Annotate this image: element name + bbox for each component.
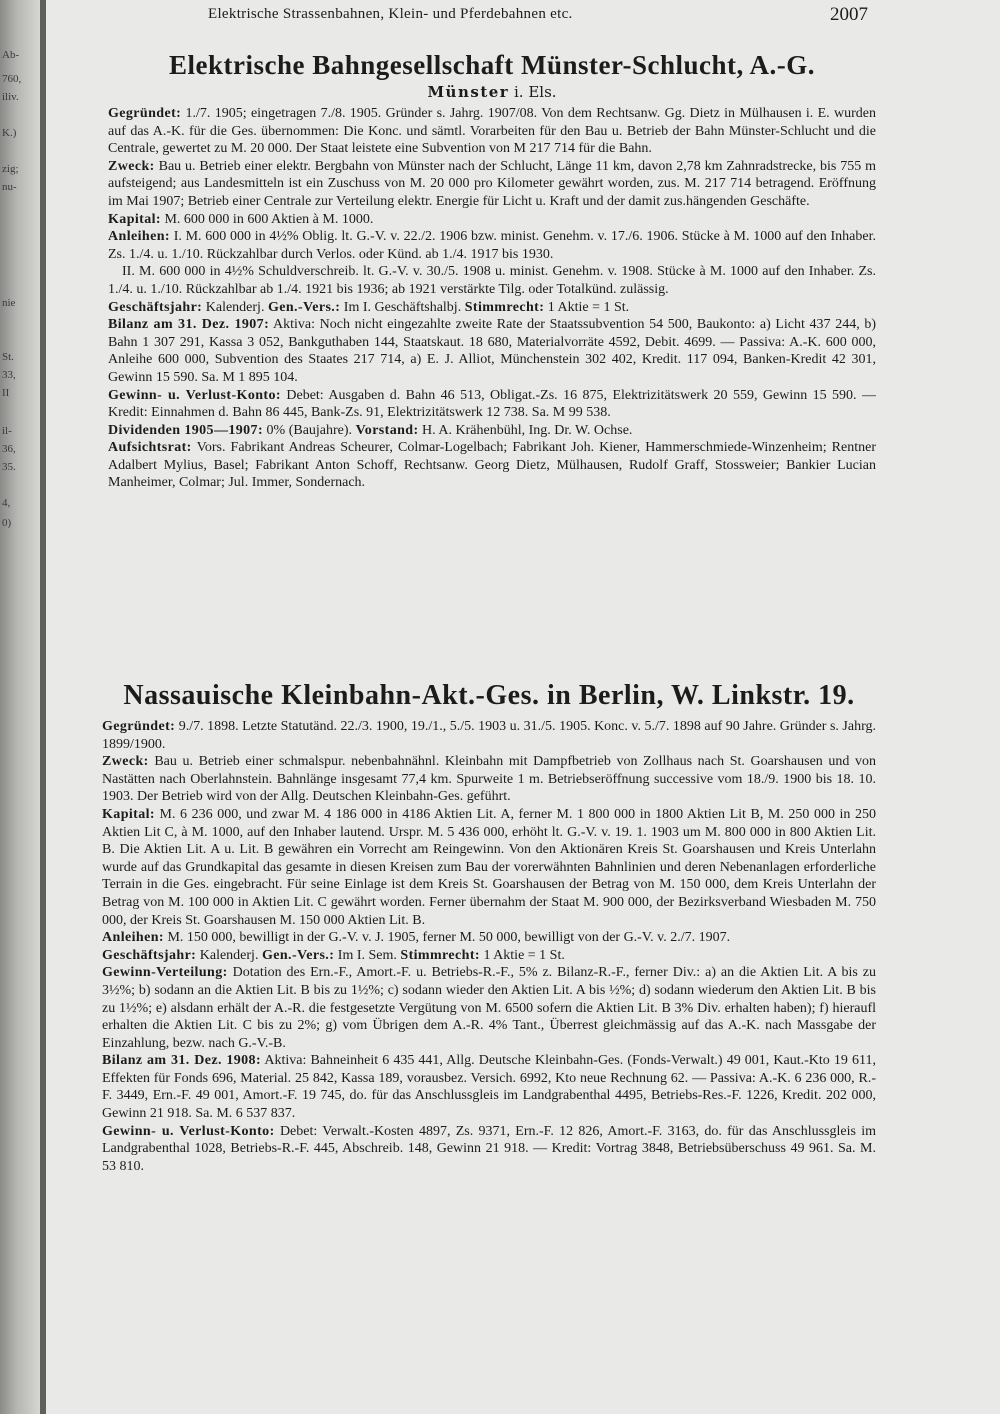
section-text-3: 1 Aktie = 1 St.	[479, 947, 565, 963]
section-label: Kapital:	[102, 806, 155, 822]
section-label: Bilanz am 31. Dez. 1907:	[108, 317, 270, 333]
section-text: Debet: Ausgaben d. Bahn 46 513, Obligat.-Zs. 16 875, Elektrizitätswerk 20 559, Gewinn 15 590. — Kredit: Einnahmen d. Bahn 86 445, Bank-Zs. 91, Elektrizitätswerk 12 738. Sa. M 99 538.	[108, 387, 876, 421]
company-location	[108, 83, 876, 101]
section-label: Gegründet:	[108, 106, 182, 121]
section-anleihen	[108, 228, 876, 263]
margin-fragment: 35.	[2, 461, 16, 473]
section-text: Kalenderj.	[196, 947, 262, 963]
margin-fragment: zig;	[2, 163, 19, 175]
section-text: Bau u. Betrieb einer elektr. Bergbahn von Münster nach der Schlucht, Länge 11 km, davon 2,78 km Zahnradstrecke, bis 755 m aufsteigend; aus Landesmitteln ist ein Zuschuss von M. 20 000 pro Kilometer gewährt worden, zus. M. 217 714 betragend. Eröffnung im Mai 1907; Betrieb einer Centrale zur Verteilung elektr. Energie für Licht u. Kraft und der damit zus.hängenden Geschäfte.	[108, 158, 876, 209]
section-gewinn-verlust	[108, 387, 876, 422]
section-gewinn-verlust	[102, 1123, 876, 1176]
section-text: Aktiva: Noch nicht eingezahlte zweite Rate der Staatssubvention 54 500, Baukonto: a) Licht 437 244, b) Bahn 1 307 291, Kassa 3 052, Bankguthaben 144, Staatskaut. 18 680, Materialvorräte 4592, Debit. 4699. — Passiva: A.-K. 600 000, Anleihe 600 000, Subvention des Staates 217 714, a) E. J. Alliot, Münchenstein 302 402, Kredit. 117 094, Banken-Kredit 42 301, Gewinn 15 590. Sa. M 1 895 104.	[108, 317, 876, 385]
section-label-3: Stimmrecht:	[400, 947, 480, 963]
section-anleihen-2	[108, 263, 876, 298]
section-text: Bau u. Betrieb einer schmalspur. nebenbahnähnl. Kleinbahn mit Dampfbetrieb von Zollhaus nach St. Goarshausen und von Nastätten nach Oberlahnstein. Bahnlänge insgesamt 77,4 km. Spurweite 1 m. Betriebseröffnung successive vom 18./9. 1900 bis 18. 10. 1903. Der Betrieb wird von der Allg. Deutschen Kleinbahn-Ges. geführt.	[102, 754, 876, 805]
section-label: Dividenden 1905—1907:	[108, 422, 264, 438]
section-label: Gewinn- u. Verlust-Konto:	[108, 387, 281, 403]
section-text-2: Im I. Sem.	[334, 947, 401, 963]
section-text: M. 600 000 in 600 Aktien à M. 1000.	[160, 211, 374, 227]
scan-gutter-shadow	[40, 0, 46, 1414]
section-kapital	[108, 211, 876, 229]
running-head	[88, 4, 888, 26]
scan-binding-edge	[0, 0, 42, 1414]
section-zweck	[102, 753, 876, 806]
section-text-2: H. A. Krähenbühl, Ing. Dr. W. Ochse.	[418, 422, 633, 438]
running-title: Elektrische Strassenbahnen, Klein- und Pferdebahnen etc.	[208, 6, 573, 22]
section-gegruendet	[108, 105, 876, 158]
section-label: Zweck:	[102, 754, 149, 770]
company-title: Elektrische Bahngesellschaft Münster-Schlucht, A.-G.	[169, 50, 815, 80]
section-label-2: Gen.-Vers.:	[261, 947, 335, 963]
section-text-3: 1 Aktie = 1 St.	[544, 299, 630, 315]
section-label: Geschäftsjahr:	[108, 299, 203, 315]
section-label: Gewinn- u. Verlust-Konto:	[102, 1123, 275, 1139]
section-aufsichtsrat	[108, 439, 876, 492]
document-page	[88, 0, 888, 1414]
section-zweck	[108, 158, 876, 211]
section-label: Kapital:	[108, 211, 161, 227]
section-text: Kalenderj.	[202, 299, 268, 315]
margin-fragment: 0)	[2, 517, 12, 529]
company-title: Nassauische Kleinbahn-Akt.-Ges. in Berlin, W. Linkstr. 19.	[123, 680, 855, 711]
section-label: Anleihen:	[108, 229, 170, 245]
section-text: M. 150 000, bewilligt in der G.-V. v. J. 1905, ferner M. 50 000, bewilligt von der G.-V. v. 2./7. 1907.	[163, 930, 731, 946]
location-region: i. Els.	[513, 83, 557, 101]
section-text: M. 6 236 000, und zwar M. 4 186 000 in 4186 Aktien Lit. A, ferner M. 1 800 000 in 1800 Aktien Lit B, M. 250 000 in 250 Aktien Lit C, à M. 1000, auf den Inhaber lautend. Urspr. M. 5 436 000, erhöht lt. G.-V. v. 19. 1. 1903 um M. 800 000 in 800 Aktien Lit. B. Die Aktien Lit. A u. Lit. B gewähren ein Vorrecht am Reingewinn. Von den Aktionären Kreis St. Goarshausen und Kreis Unterlahn wurde auf das Grundkapital das gesamte in diesen Kreisen zum Bau der vorerwähnten Bahnlinien und deren Nebenanlagen erforderliche Terrain in die Ges. eingebracht. Für seine Einlage ist dem Kreis St. Goarshausen der Betrag von M. 150 000, dem Kreis Unterlahn der Betrag von M. 100 000 in Aktien Lit. C gewährt worden. Ferner übernahm der Staat M. 900 000, der Bezirksverband Wiesbaden M. 750 000, der Kreis St. Goarshausen M. 150 000 Aktien Lit. B.	[102, 806, 876, 928]
margin-fragment: K.)	[2, 127, 17, 139]
section-text-2: Im I. Geschäftshalbj.	[340, 299, 465, 315]
section-label: Aufsichtsrat:	[108, 440, 192, 456]
margin-fragment: Ab-	[2, 49, 20, 61]
section-label-3: Stimmrecht:	[464, 299, 545, 315]
section-label-2: Vorstand:	[355, 422, 419, 438]
section-text: 1./7. 1905; eingetragen 7./8. 1905. Gründer s. Jahrg. 1907/08. Von dem Rechtsanw. Gg. Dietz in Mülhausen i. E. wurden auf das A.-K. für die Ges. übernommen: Die Konc. und sämtl. Vorarbeiten für den Bau u. Betrieb der Bahn Münster-Schlucht und die Centrale, gewertet zu M. 20 000. Der Staat leistete eine Subvention von M 217 714 für die Bahn.	[108, 106, 876, 157]
section-label: Gegründet:	[102, 719, 176, 734]
margin-fragment: il-	[2, 425, 12, 437]
section-bilanz	[108, 316, 876, 386]
section-label-2: Gen.-Vers.:	[267, 299, 341, 315]
margin-fragment: St.	[2, 351, 14, 363]
section-geschaeftsjahr	[102, 947, 876, 965]
company-entry-nassauische-kleinbahn	[102, 680, 876, 1175]
margin-fragment: II	[2, 387, 10, 399]
margin-fragment: 760,	[2, 73, 22, 85]
margin-fragment: 36,	[2, 443, 16, 455]
margin-fragment: iliv.	[2, 91, 19, 103]
section-text: I. M. 600 000 in 4½% Oblig. lt. G.-V. v. 22./2. 1906 bzw. minist. Genehm. v. 17./6. 1906. Stücke à M. 1000 auf den Inhaber. Zs. 1./4. u. 1./10. Rückzahlbar durch Verlos. oder Künd. ab 1./4. 1917 bis 1930.	[108, 229, 876, 262]
section-anleihen	[102, 929, 876, 947]
section-text: 9./7. 1898. Letzte Statutänd. 22./3. 1900, 19./1., 5./5. 1903 u. 31./5. 1905. Konc. v. 5./7. 1898 auf 90 Jahre. Gründer s. Jahrg. 1899/1900.	[102, 719, 876, 752]
margin-fragment: nie	[2, 297, 16, 309]
section-label: Gewinn-Verteilung:	[102, 965, 228, 981]
section-gewinn-verteilung	[102, 964, 876, 1052]
section-label: Anleihen:	[102, 930, 164, 946]
section-bilanz	[102, 1052, 876, 1122]
page-number: 2007	[830, 4, 868, 25]
margin-fragment: nu-	[2, 181, 17, 193]
section-text: Vors. Fabrikant Andreas Scheurer, Colmar-Logelbach; Fabrikant Joh. Kiener, Hammerschmiede-Winzenheim; Rentner Adalbert Mylius, Basel; Fabrikant Anton Schoff, Rechtsanw. Georg Dietz, Mülhausen, Rudolf Graff, Stossweier; Bankier Lucian Manheimer, Colmar; Jul. Immer, Sondernach.	[108, 440, 876, 491]
section-text: Debet: Verwalt.-Kosten 4897, Zs. 9371, Ern.-F. 12 826, Amort.-F. 3163, do. für das Anschlussgleis im Landgrabenthal 1028, Betriebs-R.-F. 445, Abschreib. 148, Gewinn 21 918. — Kredit: Vortrag 3848, Betriebsüberschuss 49 961. Sa. M. 53 810.	[102, 1123, 876, 1174]
margin-fragment: 33,	[2, 369, 16, 381]
section-kapital	[102, 806, 876, 929]
section-label: Bilanz am 31. Dez. 1908:	[102, 1053, 262, 1069]
location-town: Münster	[427, 83, 510, 101]
section-label: Geschäftsjahr:	[102, 947, 197, 963]
section-geschaeftsjahr	[108, 299, 876, 317]
margin-fragment: 4,	[2, 497, 11, 509]
section-text: Aktiva: Bahneinheit 6 435 441, Allg. Deutsche Kleinbahn-Ges. (Fonds-Verwalt.) 49 001, Kaut.-Kto 19 611, Effekten für Fonds 696, Material. 25 842, Kassa 189, vorausbez. Versich. 6992, Kto neue Rechnung 62. — Passiva: A.-K. 6 236 000, R.-F. 3449, Ern.-F. 49 001, Amort.-F. 19 745, do. für das Anschlussgleis im Landgrabenthal 4495, Betriebs-Res.-F. 1226, Kredit. 202 000, Gewinn 21 918. Sa. M. 6 537 837.	[102, 1053, 876, 1122]
section-dividenden	[108, 422, 876, 440]
company-entry-muenster-schlucht	[108, 50, 876, 492]
section-gegruendet	[102, 718, 876, 753]
section-text: II. M. 600 000 in 4½% Schuldverschreib. lt. G.-V. v. 30./5. 1908 u. minist. Genehm. v. 1908. Stücke à M. 1000 auf den Inhaber. Zs. 1./4. u. 1./10. Rückzahlbar ab 1./4. 1921 bis 1936; ab 1921 verstärkte Tilg. oder Totalkünd. zulässig.	[108, 264, 876, 297]
section-text: Dotation des Ern.-F., Amort.-F. u. Betriebs-R.-F., 5% z. Bilanz-R.-F., ferner Div.: a) an die Aktien Lit. A bis zu 3½%; b) sodann an die Aktien Lit. B bis zu 1½%; c) sodann wieder den Aktien Lit. A bis ½%; d) sodann wiederum den Aktien Lit. B bis zu 1½%; e) alsdann erhält der A.-R. die festgesetzte Vergütung von M. 6500 sofern die Aktien Lit. B 3% Div. erhalten haben); f) hieraufl erhalten die Aktien Lit. C bis zu 2%; g) vom Übrigen dem A.-R. 4% Tant., Überrest gleichmässig auf das A.-K. nach Massgabe der Einzahlung, bezw. nach G.-V.-B.	[102, 965, 876, 1051]
section-label: Zweck:	[108, 158, 155, 174]
section-text: 0% (Baujahre).	[263, 422, 356, 438]
